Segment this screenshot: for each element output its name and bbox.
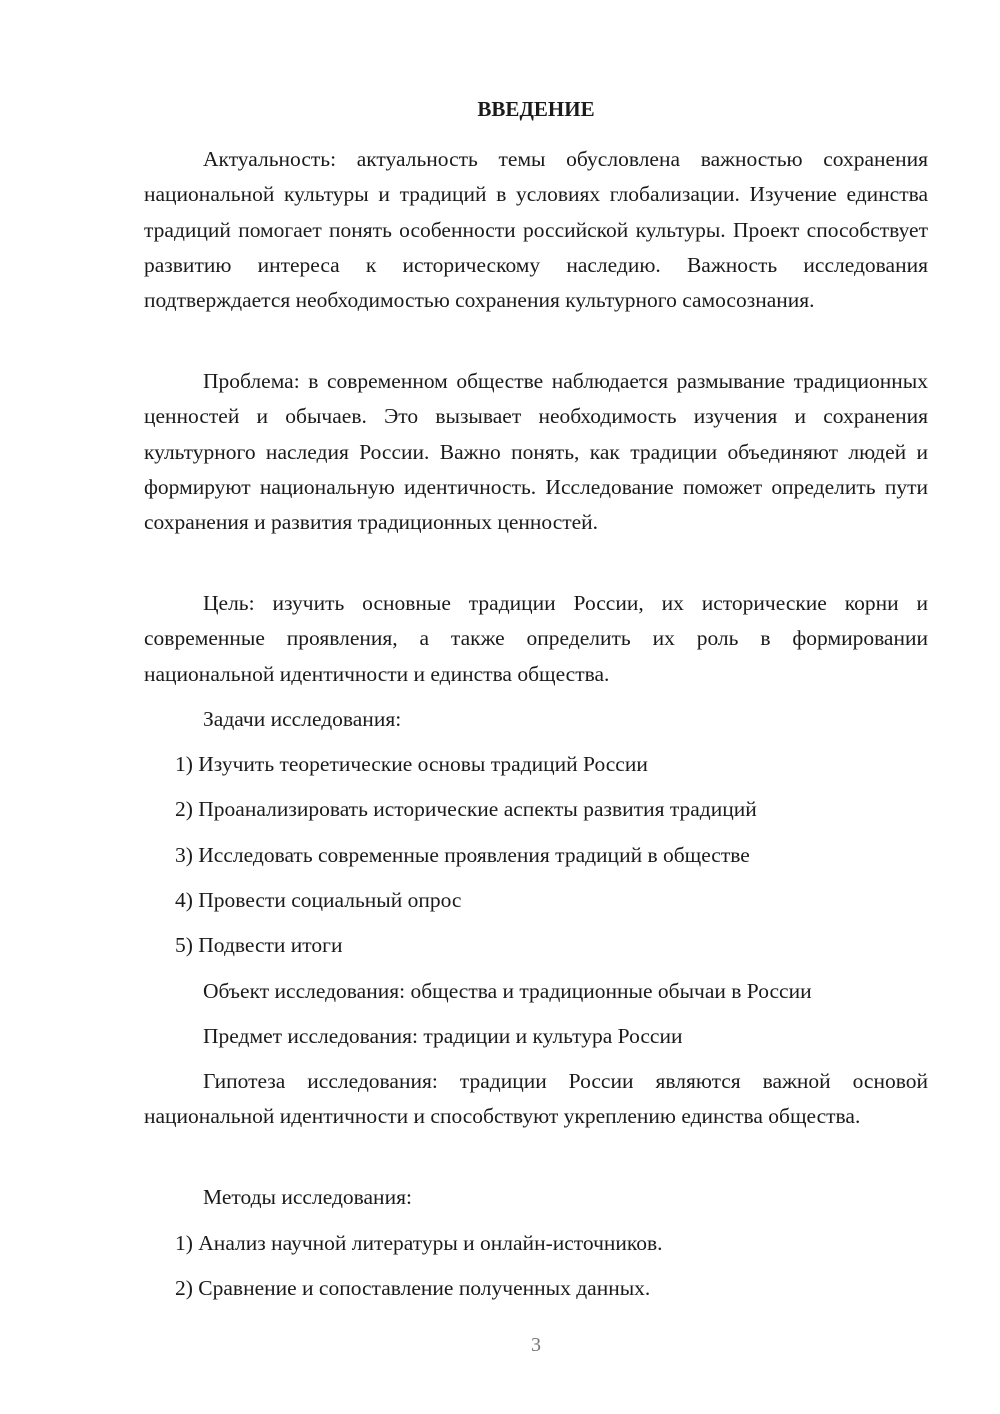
task-item: 5) Подвести итоги <box>175 933 343 957</box>
method-item: 1) Анализ научной литературы и онлайн-источников. <box>175 1231 663 1255</box>
page-number: 3 <box>531 1334 541 1356</box>
methods-heading: Методы исследования: <box>203 1185 412 1209</box>
problem-paragraph: Проблема: в современном обществе наблюдается размывание традиционных ценностей и обычаев. Это вызывает необходимость изучения и сохранения культурного наследия России. Важно понять, как традиции объединяют людей и формируют национальную идентичность. Исследование поможет определить пути сохранения и развития традиционных ценностей. <box>144 369 928 535</box>
page-title: ВВЕДЕНИЕ <box>477 97 595 121</box>
task-item: 3) Исследовать современные проявления традиций в обществе <box>175 843 750 867</box>
tasks-heading: Задачи исследования: <box>203 707 402 731</box>
relevance-paragraph: Актуальность: актуальность темы обусловлена важностью сохранения национальной культуры и традиций в условиях глобализации. Изучение единства традиций помогает понять особенности российской культуры. Проект способствует развитию интереса к историческому наследию. Важность исследования подтверждается необходимостью сохранения культурного самосознания. <box>144 147 928 313</box>
task-item: 2) Проанализировать исторические аспекты развития традиций <box>175 797 757 821</box>
research-object: Объект исследования: общества и традиционные обычаи в России <box>203 979 812 1003</box>
task-item: 4) Провести социальный опрос <box>175 888 462 912</box>
hypothesis-paragraph: Гипотеза исследования: традиции России являются важной основой национальной идентичности и способствуют укреплению единства общества. <box>144 1069 928 1129</box>
method-item: 2) Сравнение и сопоставление полученных данных. <box>175 1276 651 1300</box>
task-item: 1) Изучить теоретические основы традиций России <box>175 752 648 776</box>
research-subject: Предмет исследования: традиции и культура России <box>203 1024 683 1048</box>
goal-paragraph: Цель: изучить основные традиции России, их исторические корни и современные проявления, а также определить их роль в формировании национальной идентичности и единства общества. <box>144 591 928 686</box>
